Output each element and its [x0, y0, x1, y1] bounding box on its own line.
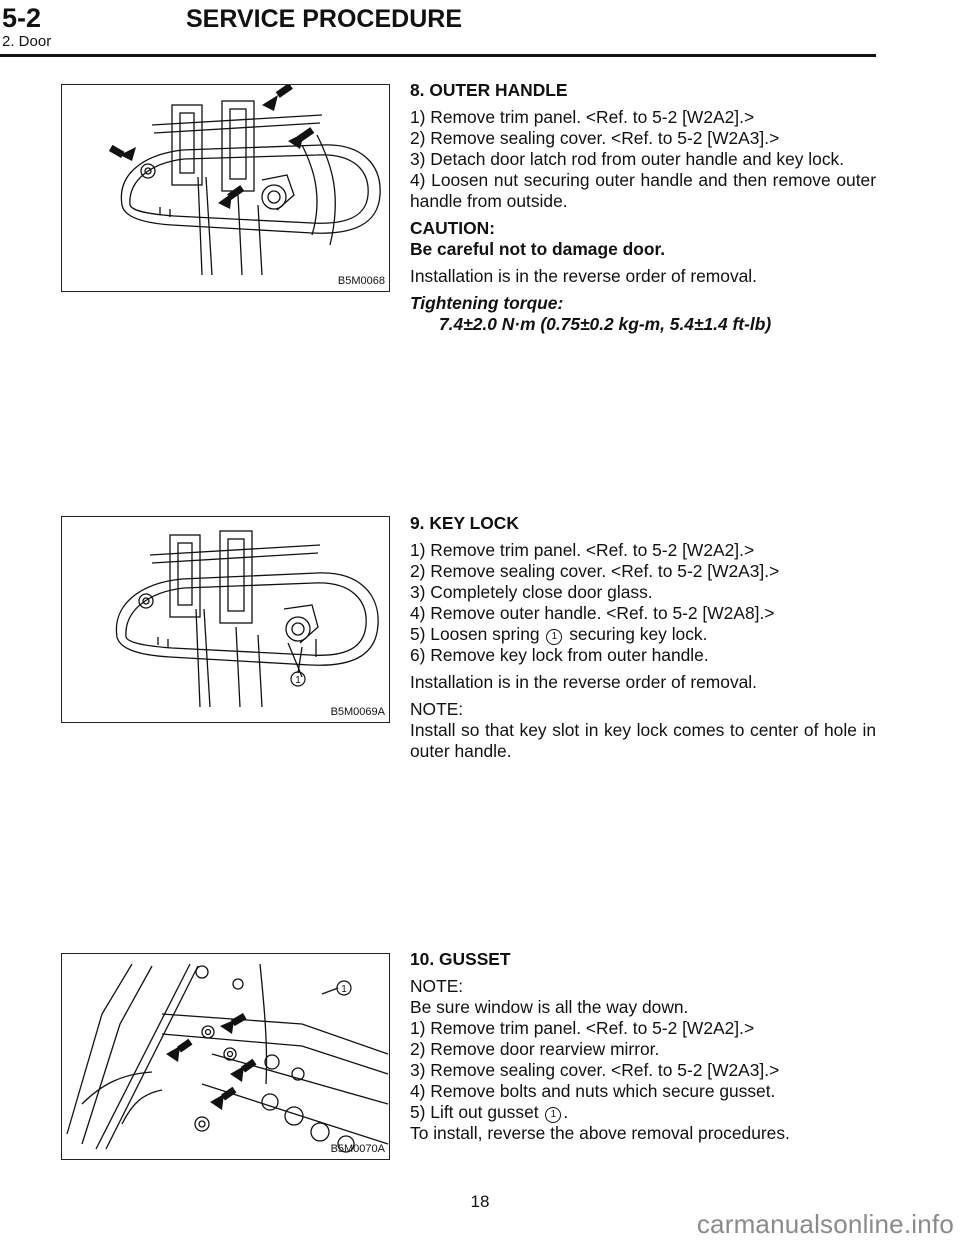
install-note: Installation is in the reverse order of removal. [410, 672, 758, 692]
gusset-illustration [62, 954, 389, 1159]
figure-code: B5M0070A [330, 1143, 385, 1155]
step-text: . [563, 1102, 569, 1122]
final-note: To install, reverse the above removal procedures. [410, 1123, 790, 1143]
page-number: 18 [470, 1192, 490, 1211]
chapter-subtitle: 2. Door [2, 33, 52, 50]
step: 6) Remove key lock from outer handle. [410, 645, 709, 665]
step: 4) Remove bolts and nuts which secure gusset. [410, 1081, 776, 1101]
section-code: 5-2 [2, 3, 42, 33]
step: 1) Remove trim panel. <Ref. to 5-2 [W2A2].> [410, 1018, 755, 1038]
callout-ref: 1 [545, 1107, 561, 1123]
step-text: securing key lock. [569, 624, 708, 644]
step: 3) Remove sealing cover. <Ref. to 5-2 [W2A3].> [410, 1060, 780, 1080]
step [410, 1102, 876, 1123]
note-label: NOTE: [410, 976, 464, 996]
section-outer-handle [410, 80, 876, 335]
key-lock-illustration [62, 517, 389, 722]
install-note: Installation is in the reverse order of removal. [410, 266, 758, 286]
step [410, 624, 876, 645]
section-heading: 9. KEY LOCK [410, 513, 519, 533]
section-heading: 8. OUTER HANDLE [410, 80, 568, 100]
header-rule [0, 54, 876, 57]
section-key-lock [410, 513, 876, 762]
callout-1 [337, 981, 351, 995]
step-text: 5) Loosen spring [410, 624, 540, 644]
figure-outer-handle [61, 84, 390, 292]
figure-gusset [61, 953, 390, 1160]
page-title: SERVICE PROCEDURE [186, 5, 462, 33]
torque-value: 7.4±2.0 N·m (0.75±0.2 kg-m, 5.4±1.4 ft-lb) [439, 314, 772, 334]
outer-handle-illustration [62, 85, 389, 291]
caution-label: CAUTION: [410, 218, 496, 238]
figure-key-lock [61, 516, 390, 723]
note-label: NOTE: [410, 699, 464, 719]
step: 2) Remove sealing cover. <Ref. to 5-2 [W2A3].> [410, 128, 780, 148]
caution-text: Be careful not to damage door. [410, 239, 666, 259]
step-text: 5) Lift out gusset [410, 1102, 539, 1122]
step: 4) Loosen nut securing outer handle and then remove outer handle from outside. [410, 170, 876, 211]
callout-1 [291, 672, 305, 686]
figure-code: B5M0068 [337, 275, 385, 287]
note-text: Be sure window is all the way down. [410, 997, 689, 1017]
step: 2) Remove door rearview mirror. [410, 1039, 660, 1059]
step: 1) Remove trim panel. <Ref. to 5-2 [W2A2].> [410, 540, 755, 560]
step: 4) Remove outer handle. <Ref. to 5-2 [W2A8].> [410, 603, 775, 623]
section-gusset [410, 949, 876, 1144]
note-text: Install so that key slot in key lock comes to center of hole in outer handle. [410, 720, 876, 761]
watermark: carmanualsonline.info [696, 1209, 954, 1239]
section-heading: 10. GUSSET [410, 949, 511, 969]
figure-code: B5M0069A [330, 706, 385, 718]
step: 3) Completely close door glass. [410, 582, 653, 602]
callout-number: 1 [295, 675, 301, 686]
step: 3) Detach door latch rod from outer handle and key lock. [410, 149, 845, 169]
step: 2) Remove sealing cover. <Ref. to 5-2 [W2A3].> [410, 561, 780, 581]
torque-label: Tightening torque: [410, 293, 564, 313]
callout-ref: 1 [546, 629, 562, 645]
step: 1) Remove trim panel. <Ref. to 5-2 [W2A2].> [410, 107, 755, 127]
callout-number: 1 [341, 984, 347, 995]
